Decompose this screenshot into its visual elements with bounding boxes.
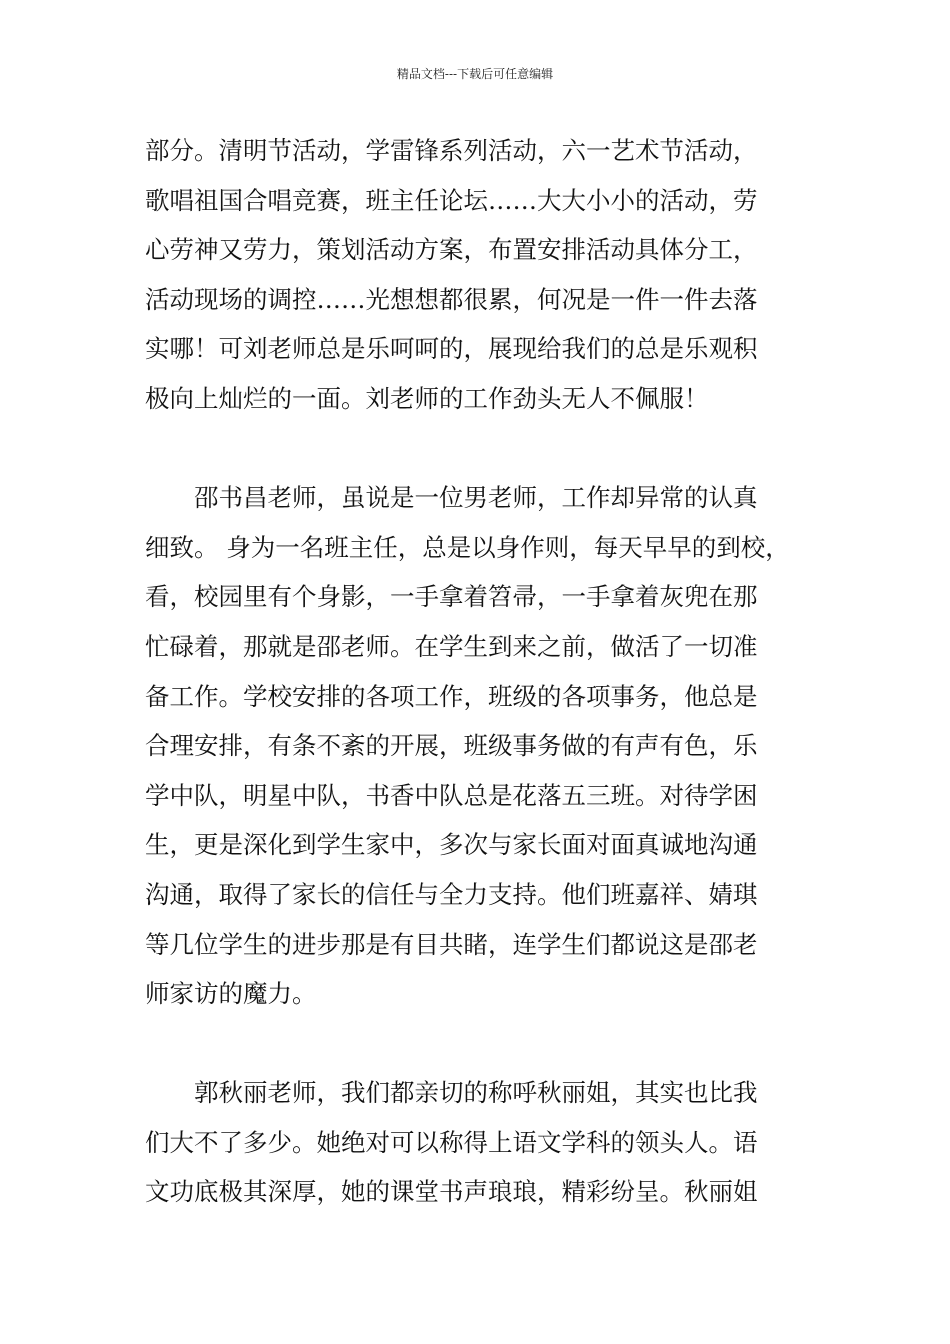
document-body (145, 126, 815, 1217)
text-line: 实哪！可刘老师总是乐呵呵的，展现给我们的总是乐观积 (145, 334, 758, 364)
paragraph-gap (145, 424, 815, 474)
text-line: 文功底极其深厚，她的课堂书声琅琅，精彩纷呈。秋丽姐 (145, 1177, 758, 1207)
text-line: 沟通，取得了家长的信任与全力支持。他们班嘉祥、婧琪 (145, 879, 758, 909)
page-header: 精品文档---下载后可任意编辑 (396, 67, 554, 81)
text-line: 等几位学生的进步那是有目共睹，连学生们都说这是邵老 (145, 929, 758, 959)
paragraph (145, 126, 815, 424)
text-line: 合理安排，有条不紊的开展，班级事务做的有声有色，乐 (145, 731, 758, 761)
text-line: 细致。 身为一名班主任，总是以身作则，每天早早的到校， (145, 532, 790, 562)
text-line: 备工作。学校安排的各项工作，班级的各项事务，他总是 (145, 681, 758, 711)
text-line: 邵书昌老师，虽说是一位男老师，工作却异常的认真 (145, 483, 758, 513)
text-line: 学中队，明星中队，书香中队总是花落五三班。对待学困 (145, 780, 758, 810)
paragraph (145, 1068, 815, 1217)
text-line: 生，更是深化到学生家中，多次与家长面对面真诚地沟通 (145, 830, 758, 860)
text-line: 心劳神又劳力，策划活动方案，布置安排活动具体分工， (145, 235, 758, 265)
text-line: 郭秋丽老师，我们都亲切的称呼秋丽姐，其实也比我 (145, 1078, 758, 1108)
text-line: 部分。清明节活动，学雷锋系列活动，六一艺术节活动， (145, 136, 758, 165)
text-line: 活动现场的调控……光想想都很累，何况是一件一件去落 (145, 284, 758, 314)
paragraph (145, 473, 815, 1019)
text-line: 极向上灿烂的一面。刘老师的工作劲头无人不佩服！ (145, 383, 709, 413)
text-line: 师家访的魔力。 (145, 979, 317, 1009)
text-line: 歌唱祖国合唱竞赛，班主任论坛……大大小小的活动，劳 (145, 185, 758, 215)
text-line: 们大不了多少。她绝对可以称得上语文学科的领头人。语 (145, 1127, 758, 1157)
text-line: 看，校园里有个身影，一手拿着笤帚，一手拿着灰兜在那 (145, 582, 758, 612)
paragraph-gap (145, 1019, 815, 1069)
text-line: 忙碌着，那就是邵老师。在学生到来之前，做活了一切准 (145, 631, 758, 661)
